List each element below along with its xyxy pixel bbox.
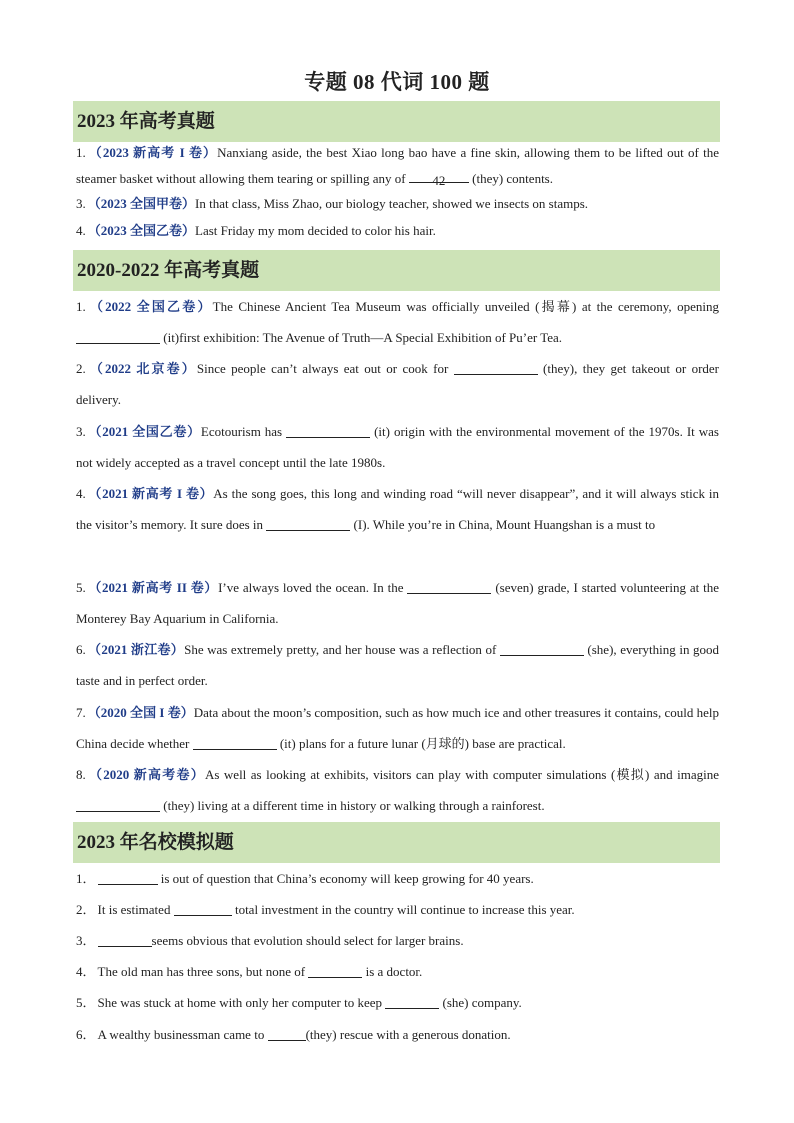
answer-blank[interactable] — [76, 329, 160, 344]
question-item — [76, 140, 719, 192]
question-text: In that class, Miss Zhao, our biology teacher, showed we insects on stamps. — [195, 196, 589, 211]
question-text: (it) origin with the environmental movement of the 1970s. It was not widely accepted as a travel concept until the late 1980s. — [76, 424, 719, 470]
question-text: (it)first exhibition: The Avenue of Truth—A Special Exhibition of Pu’er Tea. — [160, 330, 563, 345]
question-item — [76, 925, 719, 956]
answer-blank[interactable] — [308, 963, 362, 978]
question-text: As the song goes, this long and winding road “will never disappear”, and it will always stick in the visitor’s memory. It sure does in — [76, 486, 719, 532]
question-number: 5． — [76, 995, 96, 1010]
answer-blank[interactable] — [193, 735, 277, 750]
question-text: (they), they get takeout or order delivery. — [76, 361, 719, 407]
question-item — [76, 416, 719, 478]
question-text: (they) contents. — [468, 171, 553, 186]
section-heading-2020-2022-gaokao: 2020-2022 年高考真题 — [73, 250, 720, 291]
question-number: 3． — [76, 933, 96, 948]
answer-blank[interactable] — [268, 1026, 306, 1041]
question-text: (she) company. — [439, 995, 522, 1010]
question-item — [76, 191, 719, 217]
question-text: It is estimated — [97, 902, 174, 917]
question-number: 6. — [76, 642, 86, 657]
question-source: （2023 全国甲卷） — [87, 196, 196, 211]
question-item — [76, 218, 719, 244]
question-text: is a doctor. — [362, 964, 423, 979]
question-item — [76, 987, 719, 1018]
question-text: Ecotourism has — [200, 424, 287, 439]
answer-blank[interactable] — [286, 423, 370, 438]
answer-blank[interactable] — [266, 516, 350, 531]
question-number: 1. — [76, 299, 86, 314]
answer-blank[interactable] — [174, 901, 232, 916]
question-item — [76, 634, 719, 696]
question-item — [76, 291, 719, 353]
answer-blank[interactable] — [407, 579, 491, 594]
question-text: As well as looking at exhibits, visitors can play with computer simulations (模拟) and imagine — [204, 767, 719, 782]
question-item — [76, 697, 719, 759]
section-heading-2023-mock: 2023 年名校模拟题 — [73, 822, 720, 863]
question-number: 4． — [76, 964, 96, 979]
question-text: Since people can’t always eat out or cook for — [196, 361, 454, 376]
answer-blank[interactable] — [98, 870, 158, 885]
question-text: Nanxiang aside, the best Xiao long bao have a fine skin, allowing them to be lifted out of the steamer basket without allowing them tearing or spilling any of — [76, 145, 720, 186]
question-source: （2021 新高考 II 卷） — [87, 580, 219, 595]
question-number: 1． — [76, 871, 96, 886]
question-text: seems obvious that evolution should select for larger brains. — [151, 933, 464, 948]
question-source: （2021 新高考 I 卷） — [87, 486, 214, 501]
question-number: 7. — [76, 705, 86, 720]
question-text: She was extremely pretty, and her house was a reflection of — [184, 642, 500, 657]
question-text: is out of question that China’s economy will keep growing for 40 years. — [157, 871, 534, 886]
question-number: 3. — [76, 424, 86, 439]
answer-blank[interactable] — [76, 797, 160, 812]
question-text: (I). While you’re in China, Mount Huangshan is a must to — [350, 517, 656, 532]
question-number: 4. — [76, 486, 86, 501]
section-heading-2023-gaokao: 2023 年高考真题 — [73, 101, 720, 142]
question-item — [76, 572, 719, 634]
question-text: (they) rescue with a generous donation. — [305, 1027, 511, 1042]
question-number: 6． — [76, 1027, 96, 1042]
question-number: 8. — [76, 767, 86, 782]
question-source: （2020 全国 I 卷） — [87, 705, 194, 720]
question-number: 5. — [76, 580, 86, 595]
answer-blank[interactable] — [385, 994, 439, 1009]
question-item — [76, 759, 719, 821]
question-number: 4. — [76, 223, 86, 238]
page-title: 专题 08 代词 100 题 — [304, 70, 490, 94]
question-text: (it) plans for a future lunar (月球的) base are practical. — [276, 736, 566, 751]
answer-blank[interactable] — [500, 641, 584, 656]
question-text: She was stuck at home with only her computer to keep — [97, 995, 386, 1010]
question-text: The old man has three sons, but none of — [97, 964, 309, 979]
question-item — [76, 1019, 719, 1050]
question-text: (she), everything in good taste and in perfect order. — [76, 642, 719, 688]
answer-blank[interactable] — [454, 360, 538, 375]
question-source: （2023 新高考 I 卷） — [87, 145, 218, 160]
question-text: I’ve always loved the ocean. In the — [218, 580, 408, 595]
question-source: （2021 浙江卷） — [87, 642, 185, 657]
question-item — [76, 478, 719, 540]
question-text: total investment in the country will continue to increase this year. — [231, 902, 575, 917]
question-source: （2023 全国乙卷） — [87, 223, 196, 238]
question-text: (they) living at a different time in history or walking through a rainforest. — [160, 798, 545, 813]
question-source: （2020 新高考卷） — [87, 767, 205, 782]
question-source: （2022 全国乙卷） — [87, 299, 213, 314]
question-text: Data about the moon’s composition, such as how much ice and other treasures it contains, could help China decide whether — [76, 705, 720, 751]
question-text: Last Friday my mom decided to color his hair. — [195, 223, 436, 238]
question-item — [76, 894, 719, 925]
question-item — [76, 863, 719, 894]
question-source: （2022 北京卷） — [87, 361, 197, 376]
question-item — [76, 956, 719, 987]
question-text: A wealthy businessman came to — [97, 1027, 268, 1042]
answer-blank[interactable] — [98, 932, 152, 947]
question-text: The Chinese Ancient Tea Museum was officially unveiled (揭幕) at the ceremony, opening — [212, 299, 719, 314]
question-number: 2． — [76, 902, 96, 917]
question-text: (seven) grade, I started volunteering at the Monterey Bay Aquarium in California. — [76, 580, 720, 626]
question-number: 1. — [76, 145, 86, 160]
answer-blank[interactable]: 42 — [409, 168, 469, 183]
question-item — [76, 353, 719, 415]
question-number: 3. — [76, 196, 86, 211]
question-source: （2021 全国乙卷） — [87, 424, 201, 439]
question-number: 2. — [76, 361, 86, 376]
